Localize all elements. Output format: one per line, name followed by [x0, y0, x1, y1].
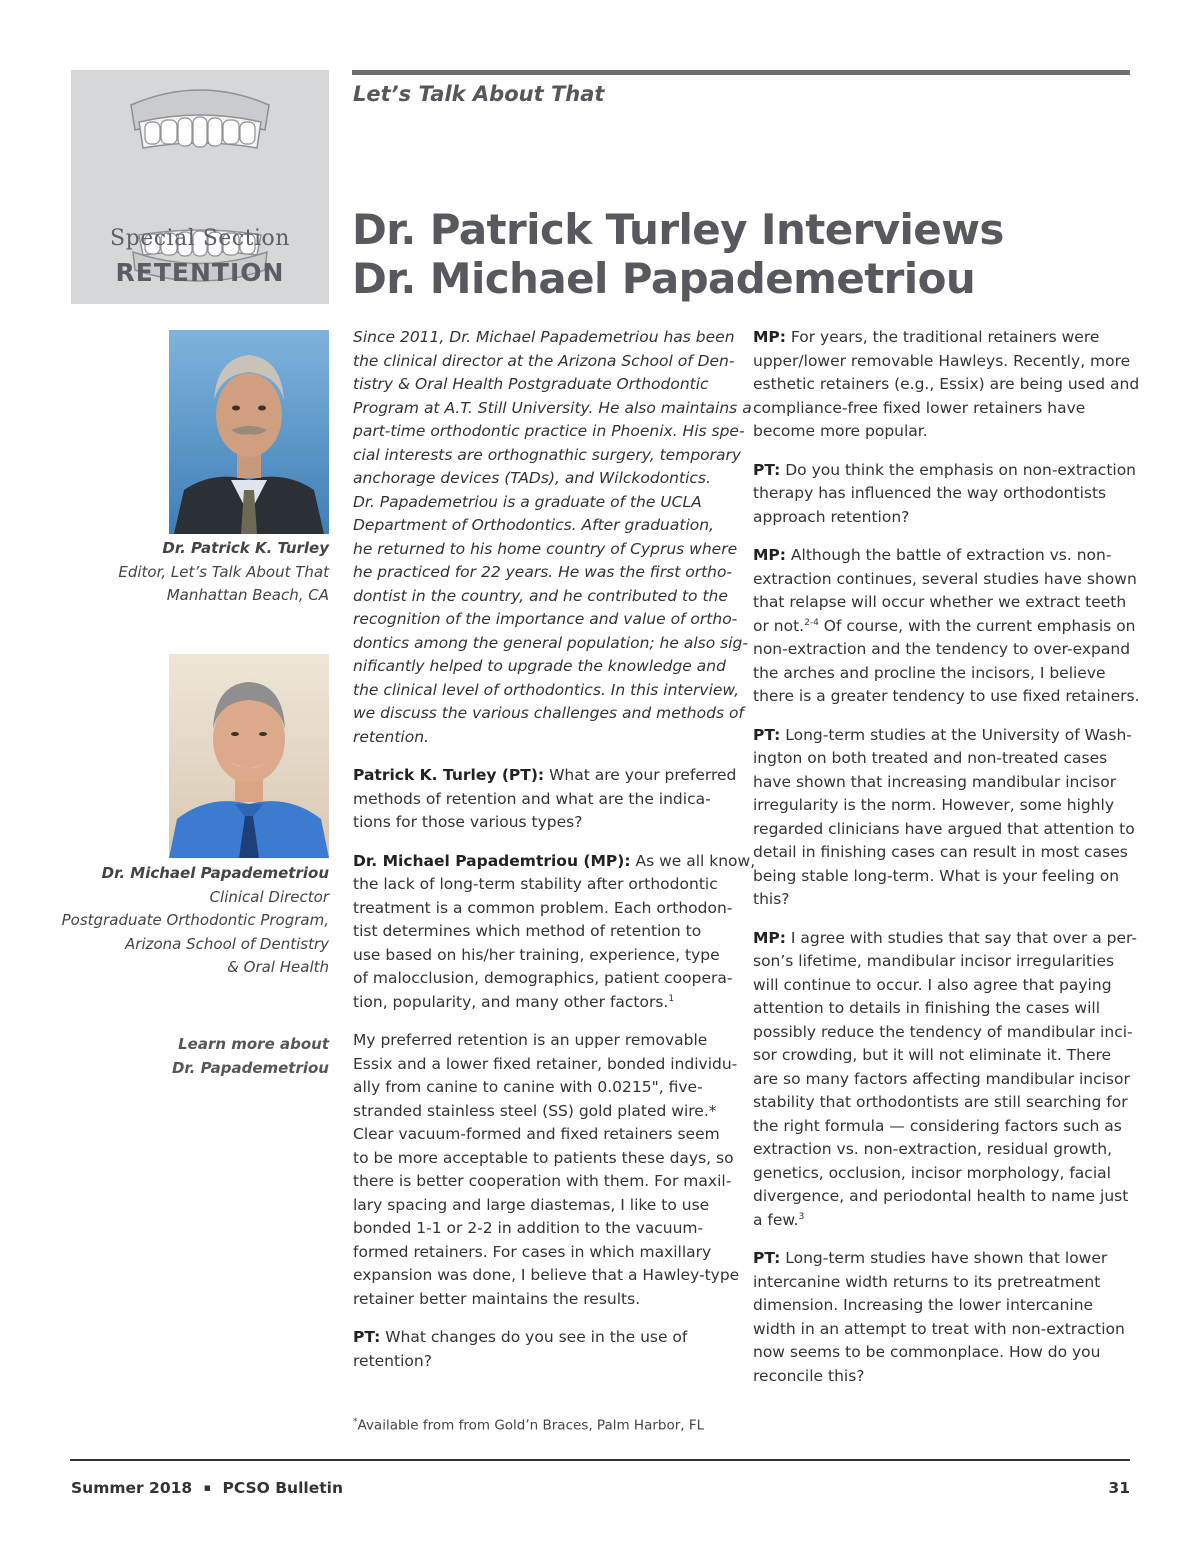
- upper-teeth-icon: [131, 90, 269, 148]
- question-line: have shown that increasing mandibular incisor: [753, 772, 1117, 791]
- article-column-1: [353, 326, 756, 1388]
- badge-retention: RETENTION: [115, 258, 285, 287]
- papademetriou-title: Clinical Director: [209, 887, 329, 906]
- answer-line: Clear vacuum-formed and fixed retainers seem: [353, 1125, 720, 1143]
- answer-line: retainer better maintains the results.: [353, 1289, 641, 1308]
- intro-line: Department of Orthodontics. After graduation,: [353, 516, 714, 534]
- papademetriou-caption: [62, 862, 329, 980]
- papademetriou-school2: & Oral Health: [227, 958, 329, 976]
- reference-marker: 3: [798, 1211, 805, 1222]
- publication-name: PCSO Bulletin: [222, 1479, 343, 1497]
- bottom-rule: [70, 1459, 1130, 1461]
- papademetriou-school1: Arizona School of Dentistry: [125, 934, 329, 953]
- question-line: methods of retention and what are the indica-: [353, 789, 711, 808]
- intro-line: nificantly helped to upgrade the knowledge and: [353, 657, 726, 675]
- question-line: width in an attempt to treat with non-extraction: [753, 1319, 1125, 1338]
- answer-line: upper/lower removable Hawleys. Recently, more: [753, 351, 1131, 370]
- answer-line: son’s lifetime, mandibular incisor irregularities: [753, 952, 1115, 970]
- page-number: 31: [1108, 1479, 1130, 1497]
- answer-line: genetics, occlusion, incisor morphology, facial: [753, 1163, 1111, 1182]
- intro-line: Dr. Papademetriou is a graduate of the UCLA: [353, 492, 702, 511]
- question-line: being stable long-term. What is your feeling on: [753, 866, 1120, 885]
- answer-line: Essix and a lower fixed retainer, bonded individu-: [353, 1054, 738, 1073]
- intro-line: tistry & Oral Health Postgraduate Orthodontic: [353, 375, 709, 393]
- answer-text: Of course, with the current emphasis on: [818, 616, 1136, 635]
- answer-line: that relapse will occur whether we extract teeth: [753, 593, 1127, 611]
- answer-3: [753, 544, 1138, 709]
- answer-line: sor crowding, but it will not eliminate it. There: [753, 1046, 1112, 1064]
- intro-line: Program at A.T. Still University. He also maintains a: [353, 398, 752, 417]
- answer-text: For years, the traditional retainers were: [785, 328, 1100, 346]
- question-line: therapy has influenced the way orthodontists: [753, 484, 1107, 502]
- reference-marker: 1: [668, 993, 675, 1004]
- answer-1: [353, 850, 756, 1015]
- footnote-mark: *: [353, 1417, 358, 1427]
- series-title: Let’s Talk About That: [353, 82, 605, 106]
- turley-role: Editor, Let’s Talk About That: [118, 562, 329, 581]
- turley-location: Manhattan Beach, CA: [166, 586, 329, 604]
- headline-line2: Dr. Michael Papademetriou: [352, 254, 976, 303]
- headline-line1: Dr. Patrick Turley Interviews: [352, 205, 1004, 254]
- footer-separator: ▪: [203, 1481, 212, 1494]
- footnote-text: Available from from Gold’n Braces, Palm Harbor, FL: [357, 1417, 705, 1434]
- answer-line: stranded stainless steel (SS) gold plated wire.*: [353, 1101, 717, 1120]
- article-column-2: [753, 326, 1138, 1403]
- issue-date: Summer 2018: [71, 1479, 193, 1497]
- intro-line: dontics among the general population; he also sig-: [353, 633, 748, 652]
- top-rule: [352, 70, 1130, 75]
- answer-line: non-extraction and the tendency to over-expand: [753, 640, 1131, 658]
- footnote: [353, 1417, 704, 1434]
- answer-line: tion, popularity, and many other factors.: [353, 992, 669, 1011]
- question-line: irregularity is the norm. However, some highly: [753, 796, 1115, 814]
- turley-photo: [169, 330, 329, 534]
- learn-more-link[interactable]: [172, 1033, 329, 1080]
- answer-line: extraction vs. non-extraction, residual growth,: [753, 1140, 1113, 1158]
- question-2: [353, 1326, 738, 1373]
- question-5: [753, 1247, 1138, 1388]
- question-text: Long-term studies have shown that lower: [780, 1249, 1108, 1267]
- speaker-label: PT:: [753, 460, 781, 479]
- answer-line: lary spacing and large diastemas, I like to use: [353, 1195, 710, 1214]
- answer-line: become more popular.: [753, 422, 928, 440]
- intro-line: the clinical level of orthodontics. In this interview,: [353, 680, 740, 699]
- answer-line: tist determines which method of retention to: [353, 922, 702, 940]
- intro-paragraph: [353, 326, 752, 749]
- question-4: [753, 724, 1138, 912]
- question-text: Do you think the emphasis on non-extraction: [780, 460, 1137, 479]
- question-line: ington on both treated and non-treated cases: [753, 749, 1108, 767]
- answer-line: the right formula — considering factors such as: [753, 1116, 1122, 1135]
- answer-line: use based on his/her training, experience, type: [353, 945, 720, 964]
- intro-line: retention.: [353, 727, 429, 746]
- question-line: regarded clinicians have argued that attention to: [753, 819, 1135, 838]
- answer-line: there is a greater tendency to use fixed retainers.: [753, 687, 1140, 705]
- answer-line: possibly reduce the tendency of mandibular inci-: [753, 1022, 1133, 1041]
- answer-line: of malocclusion, demographics, patient coopera-: [353, 969, 733, 987]
- turley-caption: [118, 537, 329, 608]
- answer-line: to be more acceptable to patients these days, so: [353, 1148, 734, 1167]
- learn-more-line2[interactable]: Dr. Papademetriou: [171, 1058, 329, 1077]
- answer-text: I agree with studies that say that over a per-: [785, 928, 1137, 947]
- learn-more-line1[interactable]: Learn more about: [178, 1035, 329, 1053]
- intro-line: part-time orthodontic practice in Phoenix. His spe-: [353, 422, 745, 440]
- answer-line: stability that orthodontists are still searching for: [753, 1093, 1128, 1111]
- answer-line: expansion was done, I believe that a Hawley-type: [353, 1266, 740, 1284]
- speaker-label: PT:: [353, 1328, 381, 1346]
- speaker-label: MP:: [753, 546, 786, 564]
- papademetriou-name: Dr. Michael Papademetriou: [101, 864, 329, 882]
- answer-line: treatment is a common problem. Each orthodon-: [353, 898, 733, 917]
- answer-2: [753, 326, 1138, 444]
- question-3: [753, 459, 1138, 530]
- answer-1-continued: [353, 1029, 738, 1311]
- papademetriou-photo: [169, 654, 329, 858]
- answer-text: Although the battle of extraction vs. non-: [785, 546, 1112, 564]
- answer-line: attention to details in finishing the cases will: [753, 999, 1101, 1017]
- question-line: retention?: [353, 1351, 432, 1370]
- answer-text: or not.: [753, 616, 805, 635]
- intro-line: the clinical director at the Arizona School of Den-: [353, 351, 735, 370]
- intro-line: cial interests are orthognathic surgery, temporary: [353, 445, 742, 464]
- intro-line: he practiced for 22 years. He was the first ortho-: [353, 563, 733, 581]
- question-line: detail in finishing cases can result in most cases: [753, 843, 1128, 861]
- question-text: What changes do you see in the use of: [380, 1328, 688, 1346]
- intro-line: recognition of the importance and value of ortho-: [353, 610, 738, 628]
- answer-line: there is better cooperation with them. For maxil-: [353, 1172, 732, 1190]
- speaker-label: PT:: [753, 725, 781, 744]
- speaker-label: MP:: [753, 328, 786, 346]
- footer-issue: [71, 1479, 343, 1497]
- intro-line: Since 2011, Dr. Michael Papademetriou has been: [353, 328, 735, 346]
- special-section-badge: [71, 70, 329, 304]
- question-text: Long-term studies at the University of Wash-: [780, 725, 1132, 744]
- answer-line: are so many factors affecting mandibular incisor: [753, 1069, 1130, 1088]
- question-line: tions for those various types?: [353, 813, 583, 831]
- speaker-label: Patrick K. Turley (PT):: [353, 766, 545, 784]
- question-line: dimension. Increasing the lower intercanine: [753, 1296, 1094, 1314]
- question-line: intercanine width returns to its pretreatment: [753, 1272, 1101, 1291]
- speaker-label: MP:: [753, 928, 786, 947]
- turley-name: Dr. Patrick K. Turley: [162, 539, 329, 557]
- question-1: [353, 764, 738, 835]
- speaker-label: Dr. Michael Papademtriou (MP):: [353, 851, 631, 870]
- intro-line: anchorage devices (TADs), and Wilckodontics.: [353, 469, 711, 487]
- badge-special-section: Special Section: [110, 226, 290, 251]
- answer-line: compliance-free fixed lower retainers have: [753, 398, 1086, 417]
- answer-line: divergence, and periodontal health to name just: [753, 1187, 1129, 1205]
- answer-line: the arches and procline the incisors, I believe: [753, 663, 1106, 682]
- intro-line: we discuss the various challenges and methods of: [353, 704, 744, 722]
- question-line: this?: [753, 890, 790, 908]
- answer-line: formed retainers. For cases in which maxillary: [353, 1242, 712, 1261]
- article-headline: [352, 205, 1132, 303]
- answer-line: esthetic retainers (e.g., Essix) are being used and: [753, 375, 1140, 393]
- speaker-label: PT:: [753, 1249, 781, 1267]
- answer-line: extraction continues, several studies have shown: [753, 569, 1137, 588]
- question-text: What are your preferred: [544, 766, 737, 784]
- papademetriou-program: Postgraduate Orthodontic Program,: [61, 911, 329, 929]
- answer-line: the lack of long-term stability after orthodontic: [353, 875, 718, 893]
- intro-line: dontist in the country, and he contributed to the: [353, 586, 728, 605]
- answer-line: will continue to occur. I also agree that paying: [753, 975, 1112, 994]
- question-line: reconcile this?: [753, 1366, 865, 1385]
- answer-line: ally from canine to canine with 0.0215", five-: [353, 1078, 703, 1096]
- answer-4: [753, 927, 1138, 1233]
- reference-marker: 2-4: [804, 617, 819, 628]
- answer-line: My preferred retention is an upper removable: [353, 1031, 708, 1049]
- answer-line: a few.: [753, 1210, 799, 1229]
- answer-line: bonded 1-1 or 2-2 in addition to the vacuum-: [353, 1219, 704, 1237]
- intro-line: he returned to his home country of Cyprus where: [353, 539, 738, 558]
- answer-text: As we all know,: [630, 851, 756, 870]
- question-line: now seems to be commonplace. How do you: [753, 1343, 1101, 1361]
- question-line: approach retention?: [753, 507, 910, 526]
